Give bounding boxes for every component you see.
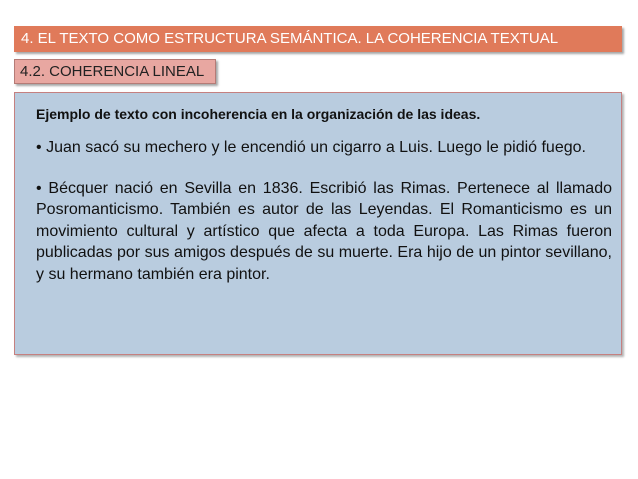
slide-title: 4. EL TEXTO COMO ESTRUCTURA SEMÁNTICA. LA COHERENCIA TEXTUAL (14, 26, 622, 52)
section-subtitle: 4.2. COHERENCIA LINEAL (14, 59, 216, 84)
paragraph-2 (36, 178, 612, 286)
paragraph-1-text: Juan sacó su mechero y le encendió un cigarro a Luis. Luego le pidió fuego. (46, 139, 586, 156)
paragraph-2-text: Bécquer nació en Sevilla en 1836. Escribió las Rimas. Pertenece al llamado Posromanticismo. También es autor de las Leyendas. El Romanticismo es un movimiento cultural y artístico que afecta a toda Europa. Las Rimas fueron publicadas por sus amigos después de su muerte. Era hijo de un pintor sevillano, y su hermano también era pintor. (36, 179, 612, 283)
example-heading: Ejemplo de texto con incoherencia en la organización de las ideas. (36, 106, 481, 122)
content-box (14, 92, 622, 355)
paragraph-1 (36, 137, 612, 159)
bullet-dot: • (36, 139, 42, 156)
bullet-dot: • (36, 179, 42, 197)
